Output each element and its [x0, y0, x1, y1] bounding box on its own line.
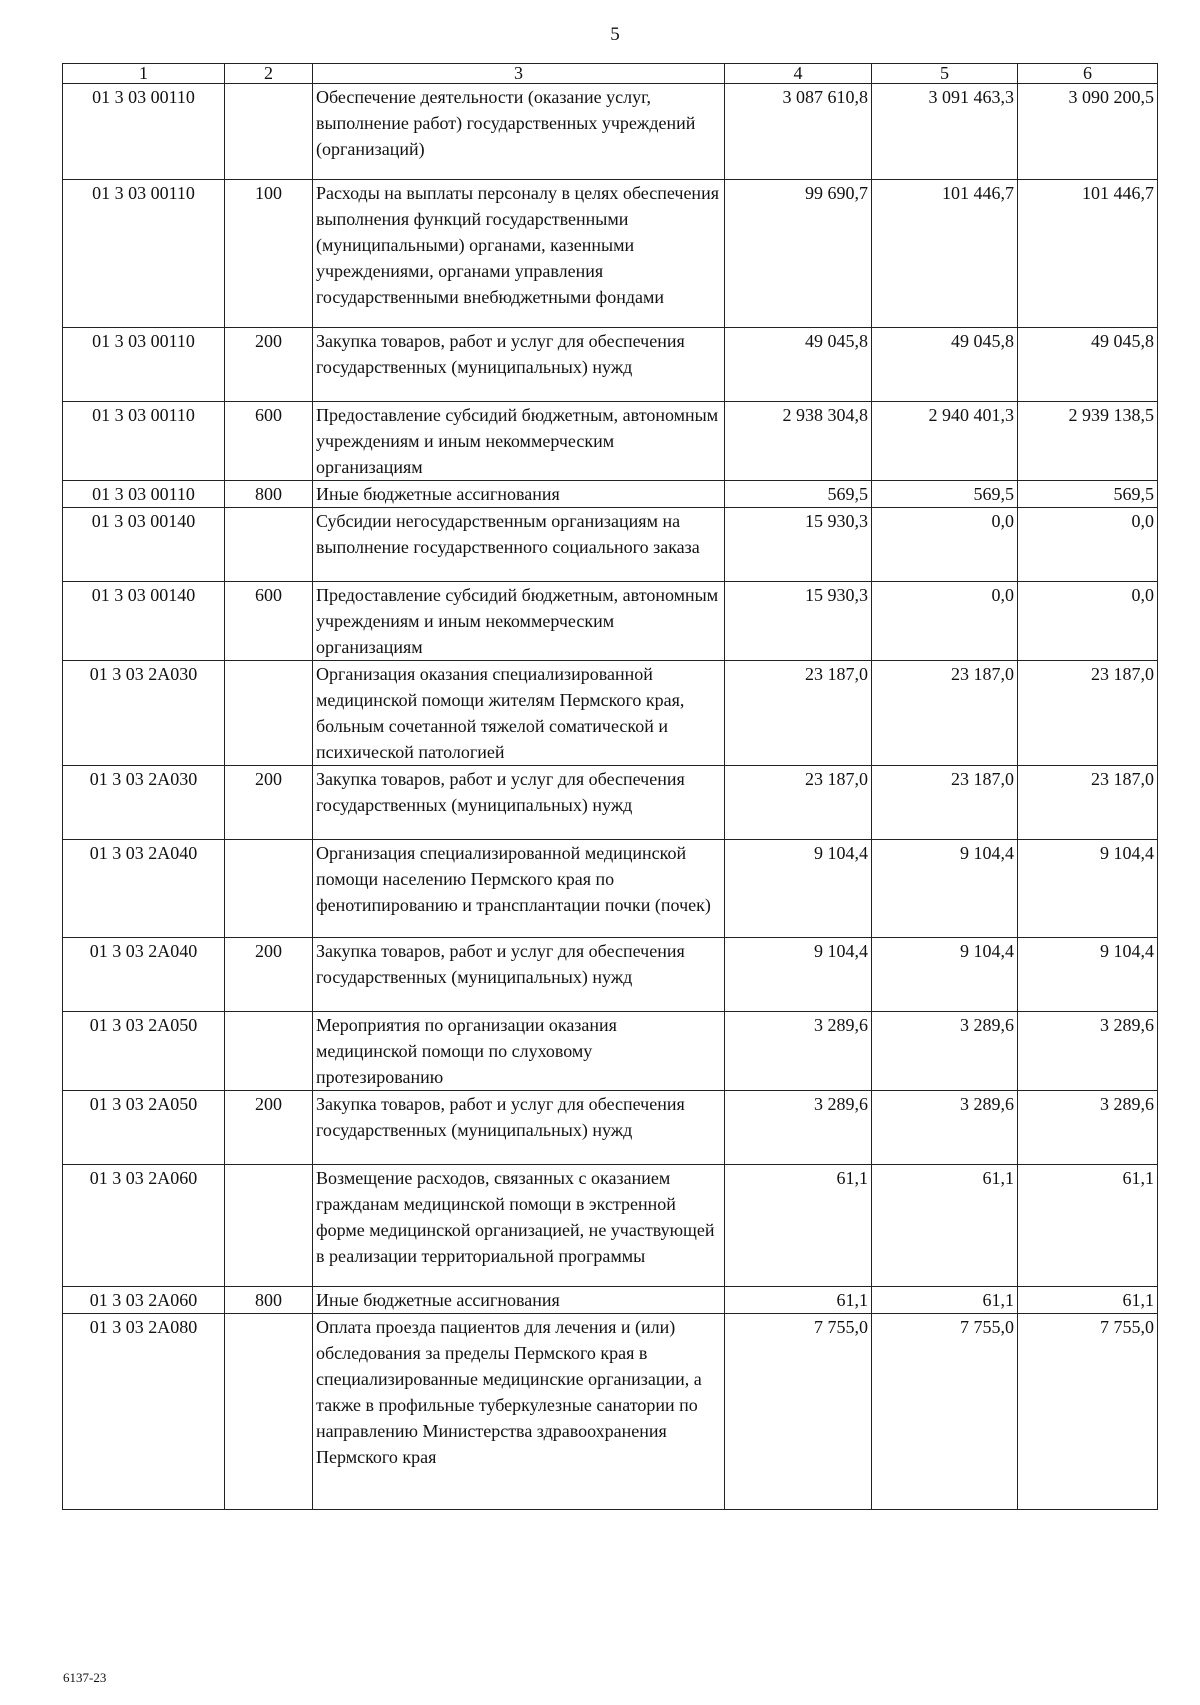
amount-col6-cell: 2 939 138,5 [1018, 402, 1158, 481]
description-cell: Закупка товаров, работ и услуг для обеспечения государственных (муниципальных) нужд [313, 328, 725, 402]
table-row [63, 402, 1158, 481]
amount-col6-cell: 7 755,0 [1018, 1314, 1158, 1510]
expense-kind-cell: 800 [225, 1287, 313, 1314]
expense-kind-cell [225, 661, 313, 766]
table-row [63, 582, 1158, 661]
amount-col6-cell: 3 289,6 [1018, 1091, 1158, 1165]
description-cell: Организация специализированной медицинской помощи населению Пермского края по фенотипированию и трансплантации почки (почек) [313, 840, 725, 938]
description-cell: Организация оказания специализированной медицинской помощи жителям Пермского края, больным сочетанной тяжелой соматической и психической патологией [313, 661, 725, 766]
amount-col4-cell: 23 187,0 [725, 661, 872, 766]
amount-col4-cell: 7 755,0 [725, 1314, 872, 1510]
expense-kind-cell: 200 [225, 328, 313, 402]
amount-col5-cell: 0,0 [872, 508, 1018, 582]
target-code-cell: 01 3 03 00140 [63, 508, 225, 582]
description-cell: Оплата проезда пациентов для лечения и (или) обследования за пределы Пермского края в специализированные медицинские организации, а также в профильные туберкулезные санатории по направлению Министерства здравоохранения Пермского края [313, 1314, 725, 1510]
expense-kind-cell [225, 1314, 313, 1510]
table-row [63, 481, 1158, 508]
table-row [63, 661, 1158, 766]
amount-col5-cell: 2 940 401,3 [872, 402, 1018, 481]
description-cell: Закупка товаров, работ и услуг для обеспечения государственных (муниципальных) нужд [313, 766, 725, 840]
amount-col6-cell: 0,0 [1018, 582, 1158, 661]
amount-col6-cell: 569,5 [1018, 481, 1158, 508]
target-code-cell: 01 3 03 00110 [63, 84, 225, 180]
target-code-cell: 01 3 03 2А060 [63, 1287, 225, 1314]
amount-col4-cell: 569,5 [725, 481, 872, 508]
expense-kind-cell: 200 [225, 1091, 313, 1165]
amount-col6-cell: 3 289,6 [1018, 1012, 1158, 1091]
expense-kind-cell: 100 [225, 180, 313, 328]
amount-col5-cell: 23 187,0 [872, 766, 1018, 840]
expense-kind-cell [225, 84, 313, 180]
target-code-cell: 01 3 03 00110 [63, 328, 225, 402]
target-code-cell: 01 3 03 2А080 [63, 1314, 225, 1510]
amount-col4-cell: 2 938 304,8 [725, 402, 872, 481]
description-cell: Закупка товаров, работ и услуг для обеспечения государственных (муниципальных) нужд [313, 1091, 725, 1165]
target-code-cell: 01 3 03 2А050 [63, 1012, 225, 1091]
amount-col4-cell: 15 930,3 [725, 582, 872, 661]
table-row [63, 508, 1158, 582]
amount-col4-cell: 23 187,0 [725, 766, 872, 840]
expense-kind-cell: 800 [225, 481, 313, 508]
table-row [63, 1287, 1158, 1314]
amount-col5-cell: 3 289,6 [872, 1091, 1018, 1165]
column-header-1: 1 [63, 64, 225, 84]
table-header-row [63, 64, 1158, 84]
amount-col6-cell: 23 187,0 [1018, 661, 1158, 766]
table-row [63, 1314, 1158, 1510]
amount-col6-cell: 23 187,0 [1018, 766, 1158, 840]
amount-col4-cell: 61,1 [725, 1165, 872, 1287]
amount-col6-cell: 61,1 [1018, 1165, 1158, 1287]
amount-col4-cell: 15 930,3 [725, 508, 872, 582]
column-header-2: 2 [225, 64, 313, 84]
target-code-cell: 01 3 03 2А040 [63, 938, 225, 1012]
amount-col5-cell: 9 104,4 [872, 938, 1018, 1012]
budget-table [62, 63, 1158, 1510]
target-code-cell: 01 3 03 2А030 [63, 766, 225, 840]
expense-kind-cell [225, 1012, 313, 1091]
amount-col6-cell: 0,0 [1018, 508, 1158, 582]
amount-col6-cell: 61,1 [1018, 1287, 1158, 1314]
target-code-cell: 01 3 03 00110 [63, 402, 225, 481]
amount-col5-cell: 0,0 [872, 582, 1018, 661]
amount-col5-cell: 49 045,8 [872, 328, 1018, 402]
amount-col5-cell: 9 104,4 [872, 840, 1018, 938]
column-header-4: 4 [725, 64, 872, 84]
description-cell: Предоставление субсидий бюджетным, автономным учреждениям и иным некоммерческим организациям [313, 402, 725, 481]
amount-col5-cell: 101 446,7 [872, 180, 1018, 328]
description-cell: Субсидии негосударственным организациям на выполнение государственного социального заказа [313, 508, 725, 582]
expense-kind-cell [225, 840, 313, 938]
column-header-5: 5 [872, 64, 1018, 84]
target-code-cell: 01 3 03 2А030 [63, 661, 225, 766]
table-row [63, 1091, 1158, 1165]
amount-col4-cell: 9 104,4 [725, 938, 872, 1012]
amount-col5-cell: 23 187,0 [872, 661, 1018, 766]
description-cell: Иные бюджетные ассигнования [313, 1287, 725, 1314]
page-number: 5 [610, 24, 620, 45]
table-body [63, 84, 1158, 1510]
description-cell: Возмещение расходов, связанных с оказанием гражданам медицинской помощи в экстренной форме медицинской организацией, не участвующей в реализации территориальной программы [313, 1165, 725, 1287]
expense-kind-cell: 200 [225, 938, 313, 1012]
amount-col4-cell: 99 690,7 [725, 180, 872, 328]
table-row [63, 1165, 1158, 1287]
amount-col6-cell: 3 090 200,5 [1018, 84, 1158, 180]
amount-col6-cell: 101 446,7 [1018, 180, 1158, 328]
column-header-6: 6 [1018, 64, 1158, 84]
table-row [63, 938, 1158, 1012]
amount-col6-cell: 9 104,4 [1018, 840, 1158, 938]
target-code-cell: 01 3 03 00110 [63, 481, 225, 508]
table-row [63, 840, 1158, 938]
expense-kind-cell [225, 508, 313, 582]
amount-col5-cell: 7 755,0 [872, 1314, 1018, 1510]
amount-col4-cell: 61,1 [725, 1287, 872, 1314]
amount-col6-cell: 9 104,4 [1018, 938, 1158, 1012]
document-code: 6137-23 [63, 1670, 107, 1685]
target-code-cell: 01 3 03 2А040 [63, 840, 225, 938]
description-cell: Иные бюджетные ассигнования [313, 481, 725, 508]
amount-col5-cell: 569,5 [872, 481, 1018, 508]
table-row [63, 328, 1158, 402]
amount-col5-cell: 3 289,6 [872, 1012, 1018, 1091]
amount-col4-cell: 49 045,8 [725, 328, 872, 402]
target-code-cell: 01 3 03 00140 [63, 582, 225, 661]
amount-col5-cell: 61,1 [872, 1287, 1018, 1314]
table-row [63, 1012, 1158, 1091]
amount-col4-cell: 3 087 610,8 [725, 84, 872, 180]
amount-col5-cell: 3 091 463,3 [872, 84, 1018, 180]
expense-kind-cell: 200 [225, 766, 313, 840]
amount-col4-cell: 3 289,6 [725, 1091, 872, 1165]
column-header-3: 3 [313, 64, 725, 84]
table-row [63, 766, 1158, 840]
expense-kind-cell: 600 [225, 402, 313, 481]
amount-col6-cell: 49 045,8 [1018, 328, 1158, 402]
target-code-cell: 01 3 03 2А050 [63, 1091, 225, 1165]
table-row [63, 84, 1158, 180]
description-cell: Расходы на выплаты персоналу в целях обеспечения выполнения функций государственными (муниципальными) органами, казенными учреждениями, органами управления государственными внебюджетными фондами [313, 180, 725, 328]
amount-col4-cell: 9 104,4 [725, 840, 872, 938]
description-cell: Обеспечение деятельности (оказание услуг, выполнение работ) государственных учреждений (организаций) [313, 84, 725, 180]
description-cell: Мероприятия по организации оказания медицинской помощи по слуховому протезированию [313, 1012, 725, 1091]
description-cell: Предоставление субсидий бюджетным, автономным учреждениям и иным некоммерческим организациям [313, 582, 725, 661]
amount-col4-cell: 3 289,6 [725, 1012, 872, 1091]
amount-col5-cell: 61,1 [872, 1165, 1018, 1287]
expense-kind-cell [225, 1165, 313, 1287]
expense-kind-cell: 600 [225, 582, 313, 661]
description-cell: Закупка товаров, работ и услуг для обеспечения государственных (муниципальных) нужд [313, 938, 725, 1012]
target-code-cell: 01 3 03 2А060 [63, 1165, 225, 1287]
target-code-cell: 01 3 03 00110 [63, 180, 225, 328]
table-row [63, 180, 1158, 328]
